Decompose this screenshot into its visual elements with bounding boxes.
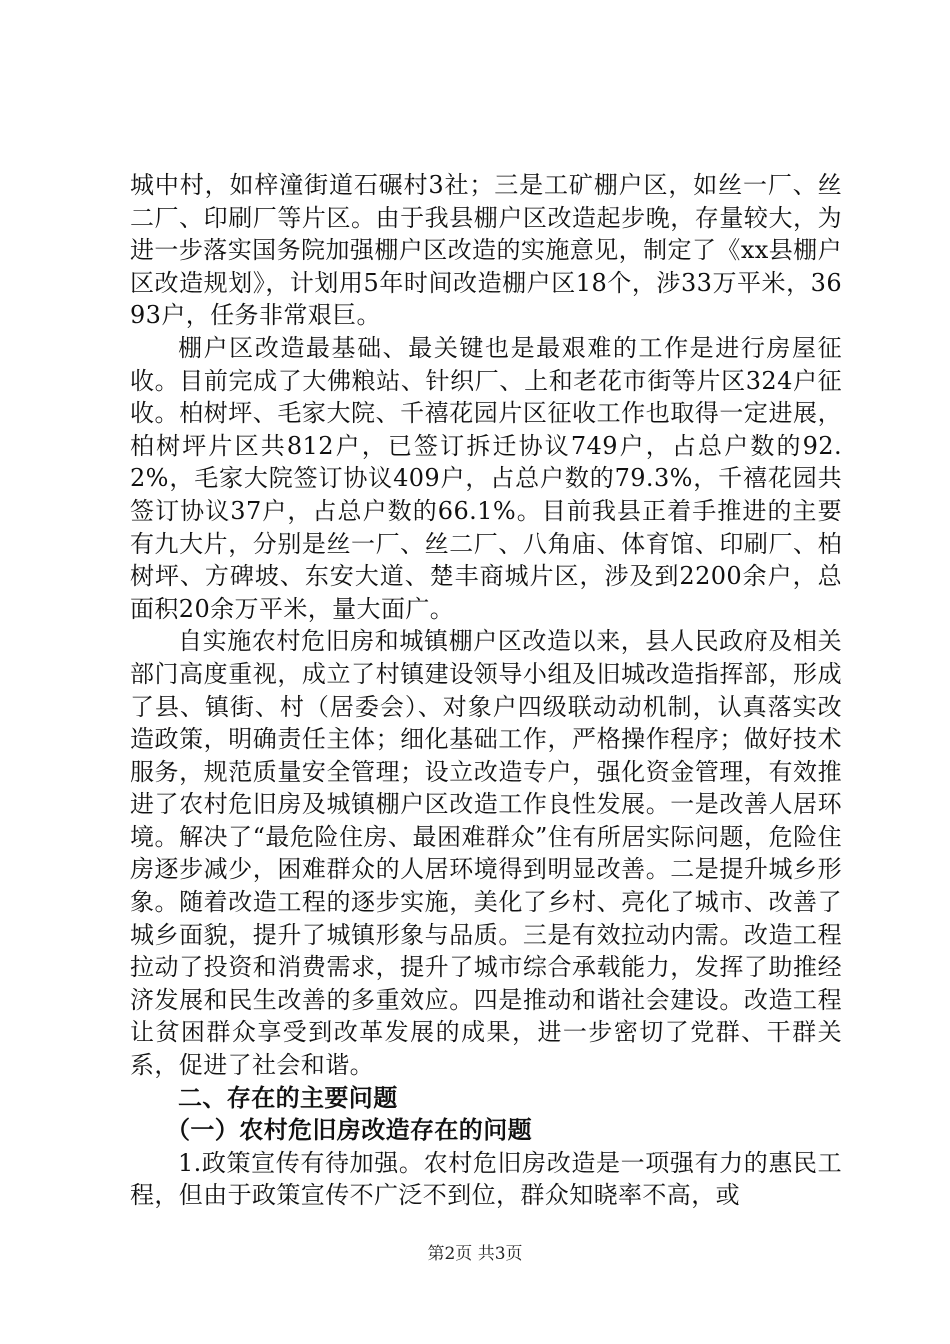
page-number-footer: 第2页 共3页 — [427, 1244, 523, 1264]
paragraph-reform-results: 自实施农村危旧房和城镇棚户区改造以来，县人民政府及相关部门高度重视，成立了村镇建设领导小组及旧城改造指挥部，形成了县、镇街、村（居委会）、对象户四级联动动机制，认真落实改造政策，明确责任主体；细化基础工作，严格操作程序；做好技术服务，规范质量安全管理；设立改造专户，强化资金管理，有效推进了农村危旧房及城镇棚户区改造工作良性发展。一是改善人居环境。解决了“最危险住房、最困难群众”住有所居实际问题，危险住房逐步减少，困难群众的人居环境得到明显改善。二是提升城乡形象。随着改造工程的逐步实施，美化了乡村、亮化了城市、改善了城乡面貌，提升了城镇形象与品质。三是有效拉动内需。改造工程拉动了投资和消费需求，提升了城市综合承载能力，发挥了助推经济发展和民生改善的多重效应。四是推动和谐社会建设。改造工程让贫困群众享受到改革发展的成果，进一步密切了党群、干群关系，促进了社会和谐。 — [130, 627, 842, 1080]
subsection-heading-rural-problems: （一）农村危旧房改造存在的问题 — [166, 1116, 532, 1145]
paragraph-house-acquisition: 棚户区改造最基础、最关键也是最艰难的工作是进行房屋征收。目前完成了大佛粮站、针织厂、上和老花市街等片区324户征收。柏树坪、毛家大院、千禧花园片区征收工作也取得一定进展，柏树坪片区共812户，已签订拆迁协议749户，占总户数的92.2%，毛家大院签订协议409户，占总户数的79.3%，千禧花园共签订协议37户，占总户数的66.1%。目前我县正着手推进的主要有九大片，分别是丝一厂、丝二厂、八角庙、体育馆、印刷厂、柏树坪、方碑坡、东安大道、楚丰商城片区，涉及到2200余户，总面积20余万平米，量大面广。 — [130, 333, 842, 623]
paragraph-continuation: 城中村，如梓潼街道石碾村3社；三是工矿棚户区，如丝一厂、丝二厂、印刷厂等片区。由于我县棚户区改造起步晚，存量较大，为进一步落实国务院加强棚户区改造的实施意见，制定了《xx县棚户区改造规划》，计划用5年时间改造棚户区18个，涉33万平米，3693户，任务非常艰巨。 — [130, 171, 842, 330]
paragraph-policy-publicity: 1.政策宣传有待加强。农村危旧房改造是一项强有力的惠民工程，但由于政策宣传不广泛不到位，群众知晓率不高，或 — [130, 1148, 842, 1210]
document-body — [130, 169, 842, 1212]
section-heading-main-problems: 二、存在的主要问题 — [178, 1083, 398, 1112]
